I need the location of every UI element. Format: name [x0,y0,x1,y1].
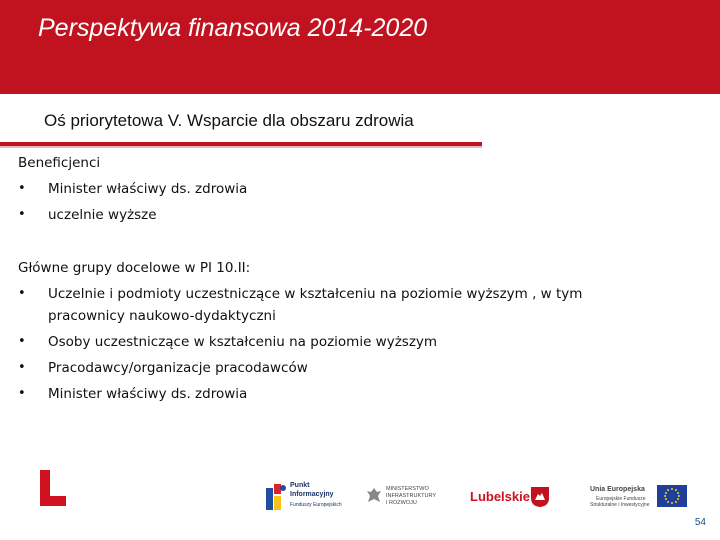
eu-logo [590,484,690,514]
lubelskie-label: Lubelskie [470,489,530,504]
target-group-item-continuation: pracownicy naukowo-dydaktyczni [48,308,276,324]
bullet: • [18,360,26,375]
target-group-item: Pracodawcy/organizacje pracodawców [48,360,308,376]
lubelskie-logo [470,486,550,512]
punkt-informacyjny-logo [266,480,356,514]
header-bar [0,0,720,94]
bullet: • [18,181,26,196]
page-number: 54 [694,517,706,528]
eu-flag-icon [657,485,687,507]
target-group-item: Uczelnie i podmioty uczestniczące w kształceniu na poziomie wyższym , w tym [48,286,583,302]
target-groups-heading: Główne grupy docelowe w PI 10.II: [18,260,251,276]
eu-line3: Strukturalne i Inwestycyjne [590,502,650,508]
ministry-logo [366,484,456,514]
slide-title: Perspektywa finansowa 2014-2020 [38,14,428,42]
slide-subtitle: Oś priorytetowa V. Wsparcie dla obszaru zdrowia [44,111,414,130]
ministry-line1: MINISTERSTWO [386,486,429,492]
eu-line1: Unia Europejska [590,486,645,493]
fe-logo-icon [266,482,286,512]
bullet: • [18,286,26,301]
bullet: • [18,334,26,349]
target-group-item: Minister właściwy ds. zdrowia [48,386,248,402]
l-logo-icon [38,470,68,506]
coat-of-arms-icon [530,486,550,508]
bullet: • [18,386,26,401]
subtitle-underline-shadow [0,146,482,148]
beneficiary-item: uczelnie wyższe [48,207,157,223]
beneficiary-item: Minister właściwy ds. zdrowia [48,181,248,197]
punkt-line3: Funduszy Europejskich [290,502,342,508]
bullet: • [18,207,26,222]
punkt-line1: Punkt [290,482,310,489]
punkt-line2: Informacyjny [290,491,334,498]
ministry-line2: INFRASTRUKTURY [386,493,437,499]
ministry-line3: I ROZWOJU [386,500,417,506]
target-group-item: Osoby uczestniczące w kształceniu na poziomie wyższym [48,334,438,350]
beneficiaries-heading: Beneficjenci [18,155,101,171]
eagle-emblem-icon [366,486,382,508]
eu-line2: Europejskie Fundusze [596,496,646,502]
